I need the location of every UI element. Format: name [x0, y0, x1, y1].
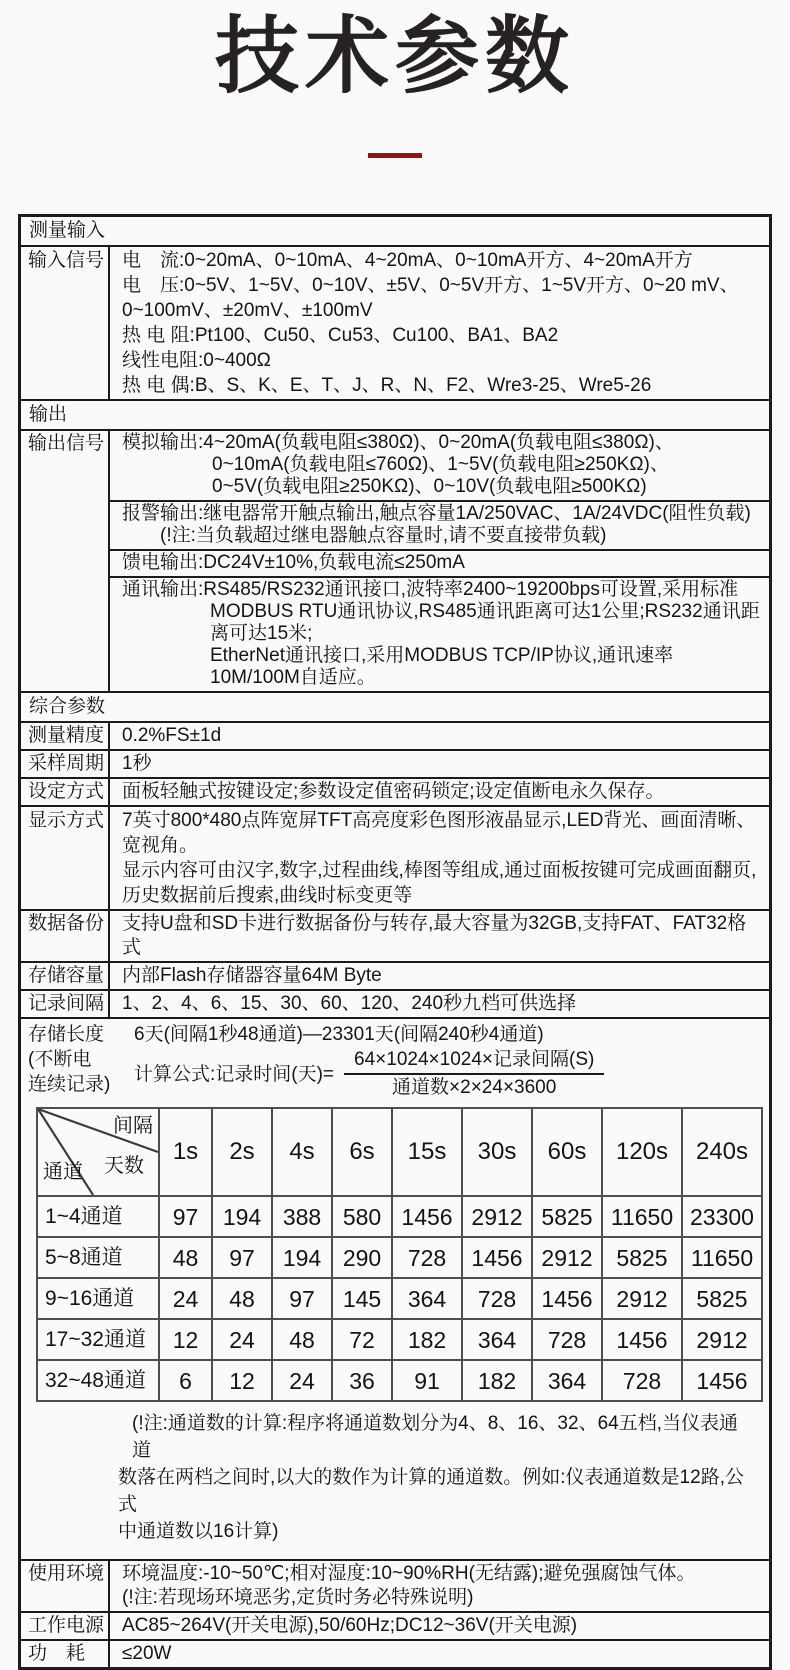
spec-line: (!注:若现场环境恶劣,定货时务必特殊说明)	[122, 1587, 474, 1609]
spec-line: 热 电 偶:B、S、K、E、T、J、R、N、F2、Wre3-25、Wre5-26	[122, 375, 652, 397]
spec-line: 历史数据前后搜索,曲线时标变更等	[122, 885, 413, 907]
row-capacity	[21, 961, 769, 989]
matrix-cell: 24	[212, 1319, 272, 1360]
fraction-numerator: 64×1024×1024×记录间隔(S)	[344, 1048, 604, 1075]
matrix-cell: 24	[272, 1360, 332, 1401]
matrix-cell: 1456	[392, 1196, 462, 1237]
row-value	[110, 911, 769, 961]
storage-days-table	[36, 1107, 763, 1402]
row-label	[28, 1022, 124, 1100]
matrix-cell: 1456	[682, 1360, 762, 1401]
row-value	[110, 807, 769, 909]
section-label: 测量输入	[29, 220, 106, 242]
matrix-cell: 12	[159, 1319, 212, 1360]
matrix-cell: 6	[159, 1360, 212, 1401]
matrix-cell: 364	[392, 1278, 462, 1319]
note-line: 数落在两档之间时,以大的数作为计算的通道数。例如:仪表通道数是12路,公式	[118, 1467, 744, 1516]
spec-line: 0~100mV、±20mV、±100mV	[122, 300, 373, 322]
label-line: 存储长度	[28, 1024, 105, 1046]
row-display	[21, 805, 769, 909]
matrix-cell: 12	[212, 1360, 272, 1401]
spec-line: EtherNet通讯接口,采用MODBUS TCP/IP协议,通讯速率10M/100M自适应。	[210, 645, 674, 689]
matrix-cell: 97	[212, 1237, 272, 1278]
formula-fraction	[344, 1048, 604, 1100]
matrix-cell: 72	[332, 1319, 392, 1360]
matrix-header: 1s	[159, 1108, 212, 1196]
matrix-row-label: 9~16通道	[37, 1278, 159, 1319]
matrix-cell: 36	[332, 1360, 392, 1401]
matrix-header: 6s	[332, 1108, 392, 1196]
spec-sheet-page	[0, 9, 790, 1670]
label-line: 连续记录)	[28, 1074, 111, 1096]
matrix-row-label: 1~4通道	[37, 1196, 159, 1237]
matrix-cell: 48	[272, 1319, 332, 1360]
spec-line: 面板轻触式按键设定;参数设定值密码锁定;设定值断电永久保存。	[122, 781, 665, 803]
matrix-cell: 1456	[602, 1319, 682, 1360]
row-input-signal	[21, 245, 769, 399]
spec-line: MODBUS RTU通讯协议,RS485通讯距离可达1公里;RS232通讯距离可达15米;	[210, 601, 760, 645]
matrix-row	[37, 1319, 762, 1360]
row-value	[110, 1613, 769, 1639]
matrix-cell: 97	[272, 1278, 332, 1319]
row-backup	[21, 909, 769, 961]
page-title: 技术参数	[214, 9, 575, 103]
section-header-general	[21, 691, 769, 721]
row-accuracy	[21, 721, 769, 749]
matrix-cell: 194	[272, 1237, 332, 1278]
row-consumption	[21, 1639, 769, 1667]
matrix-cell: 364	[462, 1319, 532, 1360]
spec-line: 通讯输出:RS485/RS232通讯接口,波特率2400~19200bps可设置,采用标准	[122, 579, 739, 601]
title-accent-line	[368, 153, 422, 158]
matrix-cell: 97	[159, 1196, 212, 1237]
matrix-cell: 91	[392, 1360, 462, 1401]
row-label: 输出信号	[21, 431, 110, 691]
section-label: 输出	[29, 404, 68, 426]
matrix-cell: 5825	[602, 1237, 682, 1278]
spec-line: ≤20W	[122, 1643, 172, 1665]
row-value	[110, 751, 769, 777]
matrix-header: 4s	[272, 1108, 332, 1196]
matrix-cell: 728	[392, 1237, 462, 1278]
matrix-row-label: 32~48通道	[37, 1360, 159, 1401]
row-label: 采样周期	[21, 751, 110, 777]
feed-output-spec	[110, 549, 769, 576]
matrix-row-label: 17~32通道	[37, 1319, 159, 1360]
row-label: 数据备份	[21, 911, 110, 961]
matrix-cell: 728	[602, 1360, 682, 1401]
row-label: 设定方式	[21, 779, 110, 805]
matrix-cell: 23300	[682, 1196, 762, 1237]
matrix-cell: 11650	[602, 1196, 682, 1237]
matrix-cell: 2912	[682, 1319, 762, 1360]
note-line: (!注:通道数的计算:程序将通道数划分为4、8、16、32、64五档,当仪表通道	[132, 1413, 738, 1462]
matrix-header: 2s	[212, 1108, 272, 1196]
matrix-cell: 580	[332, 1196, 392, 1237]
matrix-header: 120s	[602, 1108, 682, 1196]
spec-line: 电 压:0~5V、1~5V、0~10V、±5V、0~5V开方、1~5V开方、0~20 mV、	[122, 275, 739, 297]
label-line: (不断电	[28, 1049, 92, 1071]
matrix-cell: 11650	[682, 1237, 762, 1278]
matrix-cell: 728	[532, 1319, 602, 1360]
matrix-cell: 2912	[532, 1237, 602, 1278]
matrix-header: 60s	[532, 1108, 602, 1196]
spec-line: AC85~264V(开关电源),50/60Hz;DC12~36V(开关电源)	[122, 1615, 578, 1637]
matrix-cell: 48	[212, 1278, 272, 1319]
row-value	[110, 1641, 769, 1667]
spec-line: 1、2、4、6、15、30、60、120、240秒九档可供选择	[122, 993, 577, 1015]
matrix-row-label: 5~8通道	[37, 1237, 159, 1278]
spec-line: 0~10mA(负载电阻≤760Ω)、1~5V(负载电阻≥250KΩ)、	[212, 454, 669, 476]
row-label: 工作电源	[21, 1613, 110, 1639]
matrix-cell: 290	[332, 1237, 392, 1278]
row-interval	[21, 989, 769, 1017]
matrix-cell: 2912	[462, 1196, 532, 1237]
spec-line: 1秒	[122, 753, 152, 775]
matrix-row	[37, 1237, 762, 1278]
row-label: 显示方式	[21, 807, 110, 909]
matrix-cell: 1456	[532, 1278, 602, 1319]
formula-prefix: 计算公式:记录时间(天)=	[134, 1063, 335, 1085]
row-value	[110, 963, 769, 989]
corner-label-channel: 通道	[43, 1161, 83, 1184]
spec-line: 馈电输出:DC24V±10%,负载电流≤250mA	[122, 552, 465, 574]
row-value	[110, 991, 769, 1017]
spec-line: 环境温度:-10~50℃;相对湿度:10~90%RH(无结露);避免强腐蚀气体。	[122, 1563, 696, 1585]
row-setting	[21, 777, 769, 805]
spec-line: 内部Flash存储器容量64M Byte	[122, 965, 382, 987]
spec-line: (!注:当负载超过继电器触点容量时,请不要直接带负载)	[160, 525, 607, 547]
matrix-row	[37, 1278, 762, 1319]
spec-line: 7英寸800*480点阵宽屏TFT高亮度彩色图形液晶显示,LED背光、画面清晰、宽视角。	[122, 810, 756, 857]
row-value	[110, 247, 769, 399]
matrix-header-row	[37, 1108, 762, 1196]
matrix-cell: 194	[212, 1196, 272, 1237]
matrix-cell: 182	[462, 1360, 532, 1401]
matrix-cell: 388	[272, 1196, 332, 1237]
row-value	[110, 1561, 769, 1611]
section-header-output	[21, 399, 769, 429]
spec-line: 报警输出:继电器常开触点输出,触点容量1A/250VAC、1A/24VDC(阻性负载)	[122, 503, 751, 525]
row-label: 测量精度	[21, 723, 110, 749]
matrix-cell: 1456	[462, 1237, 532, 1278]
matrix-cell: 5825	[682, 1278, 762, 1319]
row-value	[110, 431, 769, 691]
matrix-header: 30s	[462, 1108, 532, 1196]
note-line: 中通道数以16计算)	[118, 1521, 279, 1543]
comm-output-spec	[110, 576, 769, 691]
matrix-cell: 5825	[532, 1196, 602, 1237]
row-label: 存储容量	[21, 963, 110, 989]
row-value	[124, 1022, 769, 1100]
row-label: 功 耗	[21, 1641, 110, 1667]
row-label: 输入信号	[21, 247, 110, 399]
spec-line: 显示内容可由汉字,数字,过程曲线,棒图等组成,通过面板按键可完成画面翻页,	[122, 860, 757, 882]
spec-line: 支持U盘和SD卡进行数据备份与转存,最大容量为32GB,支持FAT、FAT32格式	[122, 913, 747, 959]
matrix-cell: 728	[462, 1278, 532, 1319]
matrix-row	[37, 1360, 762, 1401]
row-value	[110, 779, 769, 805]
fraction-denominator: 通道数×2×24×3600	[392, 1077, 557, 1099]
analog-output-spec	[110, 431, 769, 500]
row-value	[110, 723, 769, 749]
row-output-signal	[21, 429, 769, 691]
spec-line: 电 流:0~20mA、0~10mA、4~20mA、0~10mA开方、4~20mA开方	[122, 250, 693, 272]
matrix-cell: 145	[332, 1278, 392, 1319]
section-header-measure-input	[21, 217, 769, 245]
matrix-header: 240s	[682, 1108, 762, 1196]
storage-summary	[21, 1019, 769, 1100]
spec-line: 0~5V(负载电阻≥250KΩ)、0~10V(负载电阻≥500KΩ)	[212, 476, 647, 498]
matrix-cell: 48	[159, 1237, 212, 1278]
spec-line: 线性电阻:0~400Ω	[122, 350, 271, 372]
row-storage-length	[21, 1017, 769, 1559]
row-label: 使用环境	[21, 1561, 110, 1611]
spec-line: 热 电 阻:Pt100、Cu50、Cu53、Cu100、BA1、BA2	[122, 325, 559, 347]
matrix-header: 15s	[392, 1108, 462, 1196]
storage-range: 6天(间隔1秒48通道)—23301天(间隔240秒4通道)	[134, 1024, 544, 1046]
matrix-cell: 182	[392, 1319, 462, 1360]
matrix-corner-cell	[37, 1108, 159, 1196]
alarm-output-spec	[110, 500, 769, 549]
spec-line: 0.2%FS±1d	[122, 725, 222, 747]
matrix-row	[37, 1196, 762, 1237]
corner-label-interval: 间隔	[113, 1115, 153, 1138]
matrix-cell: 2912	[602, 1278, 682, 1319]
matrix-cell: 24	[159, 1278, 212, 1319]
storage-formula	[134, 1048, 769, 1100]
section-label: 综合参数	[29, 696, 106, 718]
corner-label-days: 天数	[104, 1155, 144, 1178]
row-sampling	[21, 749, 769, 777]
row-power	[21, 1611, 769, 1639]
row-label: 记录间隔	[21, 991, 110, 1017]
spec-line: 模拟输出:4~20mA(负载电阻≤380Ω)、0~20mA(负载电阻≤380Ω)、	[122, 432, 674, 454]
row-environment	[21, 1559, 769, 1611]
spec-table	[18, 214, 772, 1670]
matrix-cell: 364	[532, 1360, 602, 1401]
